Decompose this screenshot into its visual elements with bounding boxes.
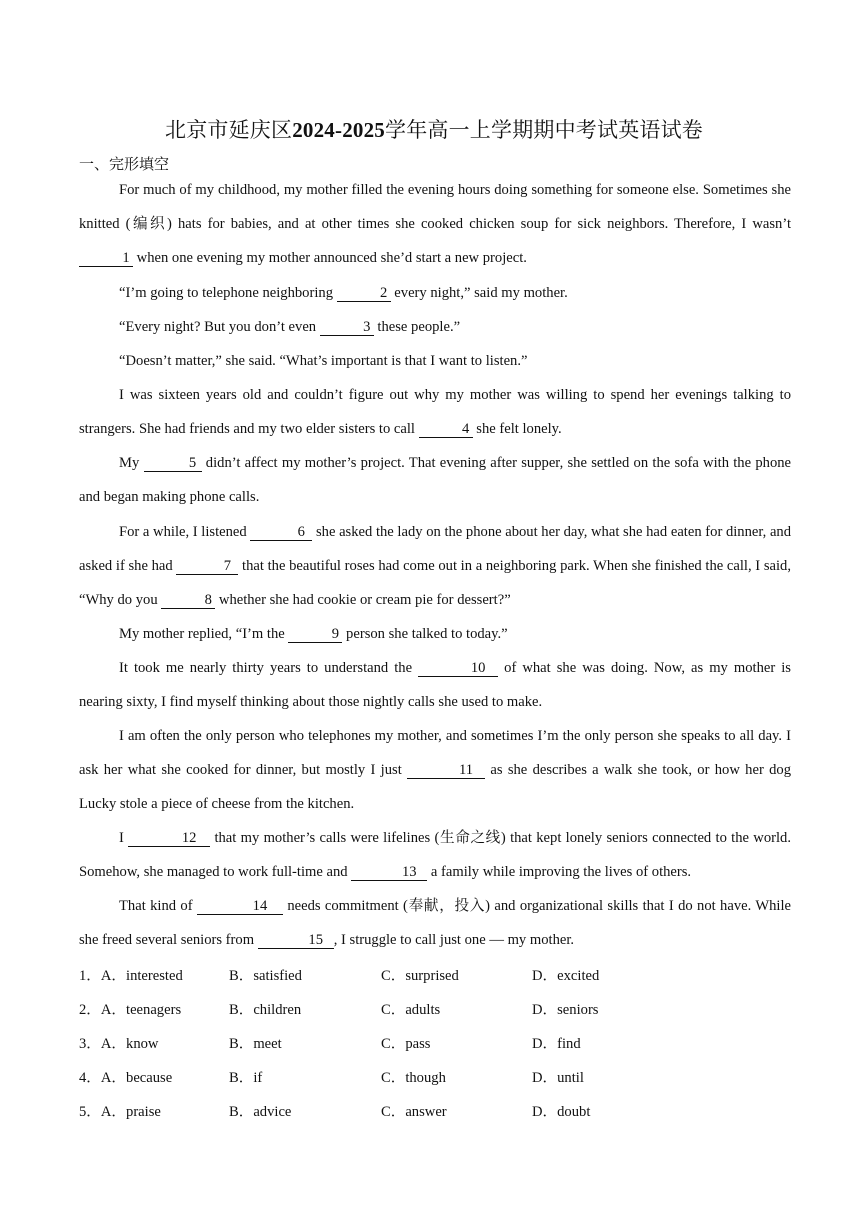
passage-paragraph: “Doesn’t matter,” she said. “What’s important is that I want to listen.” bbox=[119, 353, 528, 369]
blank-14: 14 bbox=[197, 898, 283, 915]
blank-7: 7 bbox=[176, 558, 238, 575]
title-suffix: 学年高一上学期期中考试英语试卷 bbox=[385, 118, 703, 142]
blank-3: 3 bbox=[320, 319, 374, 336]
passage-paragraph: “I’m going to telephone neighboring 2 every night,” said my mother. bbox=[119, 285, 568, 301]
option-2d[interactable]: D．seniors bbox=[532, 1002, 599, 1019]
blank-10: 10 bbox=[418, 660, 498, 677]
option-4c[interactable]: C．though bbox=[381, 1070, 446, 1087]
question-3-options bbox=[79, 1032, 791, 1066]
answer-options bbox=[79, 964, 791, 1134]
passage-paragraph: For a while, I listened 6 she asked the lady on the phone about her day, what she had eaten for dinner, and asked if she had 7 that the beautiful roses had come out in a neighboring park. When she finished the call, I said, “Why do you 8 whether she had cookie or cream pie for dessert?” bbox=[79, 524, 792, 609]
blank-5: 5 bbox=[144, 455, 202, 472]
option-2a[interactable]: 2．A．teenagers bbox=[79, 1002, 182, 1019]
page-title bbox=[0, 114, 868, 144]
passage-paragraph: I 12 that my mother’s calls were lifelines (生命之线) that kept lonely seniors connected to the world. Somehow, she managed to work full-time and 13 a family while improving the lives of others. bbox=[79, 830, 791, 881]
blank-4: 4 bbox=[419, 421, 473, 438]
option-1c[interactable]: C．surprised bbox=[381, 968, 459, 984]
passage-paragraph: It took me nearly thirty years to understand the 10 of what she was doing. Now, as my mother is nearing sixty, I find myself thinking about those nightly calls she used to make. bbox=[79, 660, 791, 711]
option-4d[interactable]: D．until bbox=[532, 1070, 584, 1087]
passage-paragraph: My 5 didn’t affect my mother’s project. That evening after supper, she settled on the sofa with the phone and began making phone calls. bbox=[79, 455, 792, 506]
option-3d[interactable]: D．find bbox=[532, 1036, 581, 1053]
passage-paragraph: I am often the only person who telephones my mother, and sometimes I’m the only person she speaks to all day. I ask her what she cooked for dinner, but mostly I just 11 as she describes a walk she took, or how her dog Lucky stole a piece of cheese from the kitchen. bbox=[79, 728, 791, 813]
title-years: 2024-2025 bbox=[292, 118, 385, 142]
blank-6: 6 bbox=[250, 524, 312, 541]
question-2-options bbox=[79, 998, 791, 1032]
passage-paragraph: My mother replied, “I’m the 9 person she talked to today.” bbox=[119, 626, 508, 642]
option-5d[interactable]: D．doubt bbox=[532, 1104, 591, 1121]
blank-15: 15 bbox=[258, 932, 334, 949]
question-4-options bbox=[79, 1066, 791, 1100]
blank-13: 13 bbox=[351, 864, 427, 881]
question-1-options bbox=[79, 964, 791, 998]
option-5b[interactable]: B．advice bbox=[229, 1104, 292, 1121]
question-5-options bbox=[79, 1100, 791, 1134]
passage-paragraph: “Every night? But you don’t even 3 these people.” bbox=[119, 319, 461, 335]
section-heading: 一、完形填空 bbox=[79, 157, 170, 173]
blank-11: 11 bbox=[407, 762, 485, 779]
title-prefix: 北京市延庆区 bbox=[165, 118, 293, 142]
passage-paragraph: For much of my childhood, my mother filled the evening hours doing something for someone else. Sometimes she knitted (编织) hats for babies, and at other times she cooked chicken soup for sick neighbors. Therefore, I wasn’t 1 when one evening my mother announced she’d start a new project. bbox=[79, 182, 791, 267]
blank-2: 2 bbox=[337, 285, 391, 302]
option-2c[interactable]: C．adults bbox=[381, 1002, 441, 1019]
blank-1: 1 bbox=[79, 250, 133, 267]
passage-paragraph: I was sixteen years old and couldn’t figure out why my mother was willing to spend her evenings talking to strangers. She had friends and my two elder sisters to call 4 she felt lonely. bbox=[79, 387, 791, 438]
blank-12: 12 bbox=[128, 830, 210, 847]
option-5a[interactable]: 5．A．praise bbox=[79, 1104, 161, 1121]
option-4a[interactable]: 4．A．because bbox=[79, 1070, 173, 1087]
option-2b[interactable]: B．children bbox=[229, 1002, 302, 1019]
option-3b[interactable]: B．meet bbox=[229, 1036, 282, 1053]
option-1b[interactable]: B．satisfied bbox=[229, 968, 302, 984]
option-1d[interactable]: D．excited bbox=[532, 968, 600, 984]
blank-8: 8 bbox=[161, 592, 215, 609]
blank-9: 9 bbox=[288, 626, 342, 643]
option-3c[interactable]: C．pass bbox=[381, 1036, 431, 1053]
option-1a[interactable]: 1．A．interested bbox=[79, 968, 183, 984]
option-3a[interactable]: 3．A．know bbox=[79, 1036, 159, 1053]
option-5c[interactable]: C．answer bbox=[381, 1104, 447, 1121]
option-4b[interactable]: B．if bbox=[229, 1070, 263, 1087]
passage-paragraph: That kind of 14 needs commitment (奉献，投入) and organizational skills that I do not have. While she freed several seniors from 15 , I struggle to call just one — my mother. bbox=[79, 898, 792, 949]
